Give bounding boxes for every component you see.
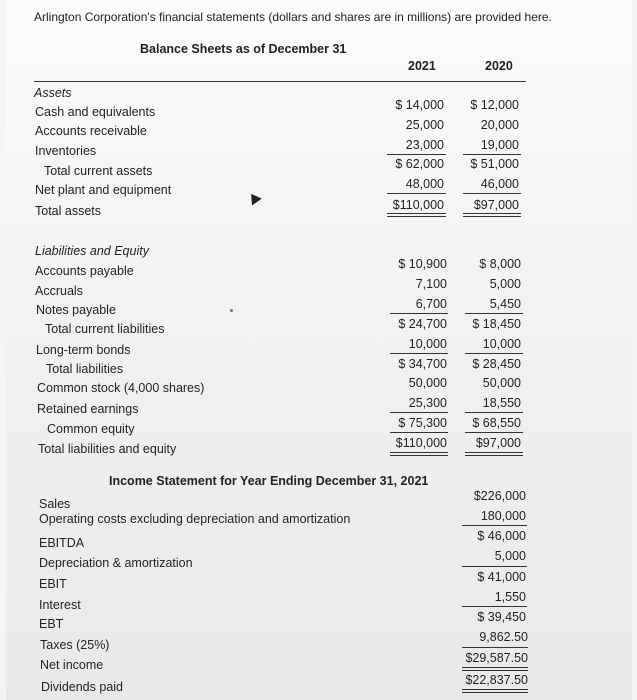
- income-label: Net income: [40, 658, 104, 672]
- asset-label: Cash and equivalents: [35, 105, 156, 119]
- liabilities-heading: Liabilities and Equity: [35, 244, 149, 258]
- liability-value-2021: 25,300: [408, 396, 447, 410]
- intro-text: Arlington Corporation's financial statements (dollars and shares are in millions) are provided here.: [34, 10, 552, 24]
- asset-value-2020: $ 12,000: [470, 98, 519, 112]
- income-label: EBT: [39, 617, 64, 631]
- liability-value-2021: $ 10,900: [398, 257, 447, 271]
- asset-value-2020: 46,000: [480, 177, 519, 191]
- subtotal-rule: [462, 606, 527, 607]
- asset-value-2021: 25,000: [405, 118, 444, 132]
- total-double-rule: [463, 213, 521, 217]
- subtotal-rule: [465, 353, 523, 354]
- subtotal-rule: [465, 412, 523, 413]
- asset-value-2021: 23,000: [405, 138, 444, 152]
- income-label: Operating costs excluding depreciation and amortization: [39, 512, 351, 526]
- income-label: Interest: [39, 598, 81, 612]
- liability-label: Common stock (4,000 shares): [37, 381, 205, 395]
- asset-label: Accounts receivable: [35, 124, 147, 138]
- header-rule: [34, 81, 526, 82]
- stray-mark: [230, 309, 233, 312]
- asset-value-2021: $110,000: [392, 198, 444, 212]
- liability-label: Total current liabilities: [45, 322, 165, 336]
- income-label: Dividends paid: [41, 680, 123, 694]
- asset-value-2020: 19,000: [480, 138, 519, 152]
- liability-value-2020: 5,450: [489, 297, 521, 311]
- liability-value-2020: $ 8,000: [479, 257, 521, 271]
- liability-value-2021: $ 34,700: [398, 357, 447, 371]
- liability-value-2021: 6,700: [415, 297, 447, 311]
- liability-value-2021: 7,100: [415, 277, 447, 291]
- subtotal-rule: [390, 353, 448, 354]
- subtotal-rule: [462, 566, 527, 567]
- asset-value-2020: $97,000: [473, 198, 519, 212]
- asset-value-2021: $ 14,000: [395, 98, 444, 112]
- income-label: EBIT: [39, 577, 67, 591]
- income-value: 9,862.50: [479, 630, 528, 644]
- liability-value-2020: 18,550: [482, 396, 521, 410]
- liability-label: Accounts payable: [35, 264, 134, 278]
- asset-value-2020: 20,000: [480, 118, 519, 132]
- liability-value-2021: $110,000: [395, 436, 447, 450]
- liability-value-2020: $ 28,450: [472, 357, 521, 371]
- income-value: $ 41,000: [477, 570, 526, 584]
- income-value: 1,550: [494, 590, 526, 604]
- year-2021-header: 2021: [408, 59, 436, 73]
- total-double-rule: [462, 689, 528, 693]
- liability-value-2020: $97,000: [475, 436, 521, 450]
- subtotal-rule: [390, 412, 448, 413]
- subtotal-rule: [387, 193, 446, 194]
- liability-value-2021: 10,000: [408, 337, 447, 351]
- subtotal-rule: [465, 313, 523, 314]
- income-label: EBITDA: [39, 536, 85, 550]
- liability-label: Accruals: [35, 284, 83, 298]
- total-double-rule: [390, 452, 448, 456]
- income-value: $29,587.50: [465, 651, 528, 665]
- liability-value-2021: $ 24,700: [398, 317, 447, 331]
- liability-label: Long-term bonds: [36, 343, 131, 357]
- year-2020-header: 2020: [485, 59, 513, 73]
- subtotal-rule: [465, 432, 523, 433]
- income-value: $226,000: [473, 489, 526, 503]
- liability-label: Notes payable: [36, 303, 116, 317]
- income-value: $ 46,000: [477, 529, 526, 543]
- liability-value-2021: $ 75,300: [398, 416, 447, 430]
- asset-value-2021: 48,000: [405, 177, 444, 191]
- balance-sheet-title: Balance Sheets as of December 31: [140, 42, 347, 56]
- subtotal-rule: [387, 154, 446, 155]
- subtotal-rule: [462, 525, 527, 526]
- liability-label: Common equity: [47, 422, 135, 436]
- liability-value-2020: $ 18,450: [472, 317, 521, 331]
- subtotal-rule: [390, 313, 448, 314]
- income-statement-title: Income Statement for Year Ending December 31, 2021: [109, 474, 429, 488]
- subtotal-rule: [390, 432, 448, 433]
- asset-label: Inventories: [35, 144, 97, 158]
- liability-value-2020: 5,000: [489, 277, 521, 291]
- income-value: 5,000: [494, 549, 526, 563]
- total-double-rule: [465, 452, 523, 456]
- subtotal-rule: [462, 647, 528, 648]
- liability-value-2020: $ 68,550: [472, 416, 521, 430]
- income-value: $ 39,450: [477, 610, 526, 624]
- income-label: Taxes (25%): [40, 638, 110, 652]
- liability-value-2020: 50,000: [482, 376, 521, 390]
- income-value: 180,000: [480, 509, 526, 523]
- total-double-rule: [387, 213, 446, 217]
- asset-label: Total assets: [35, 204, 102, 218]
- liability-label: Total liabilities and equity: [38, 442, 177, 456]
- total-double-rule: [462, 667, 528, 671]
- asset-label: Net plant and equipment: [35, 183, 172, 197]
- income-label: Depreciation & amortization: [39, 556, 193, 570]
- subtotal-rule: [463, 154, 521, 155]
- liability-value-2020: 10,000: [482, 337, 521, 351]
- asset-label: Total current assets: [44, 164, 153, 178]
- liability-value-2021: 50,000: [408, 376, 447, 390]
- liability-label: Retained earnings: [37, 402, 139, 416]
- asset-value-2021: $ 62,000: [395, 157, 444, 171]
- income-value: $22,837.50: [465, 673, 528, 687]
- assets-heading: Assets: [34, 86, 72, 100]
- asset-value-2020: $ 51,000: [470, 157, 519, 171]
- subtotal-rule: [463, 193, 521, 194]
- liability-label: Total liabilities: [46, 362, 124, 376]
- income-label: Sales: [39, 497, 71, 511]
